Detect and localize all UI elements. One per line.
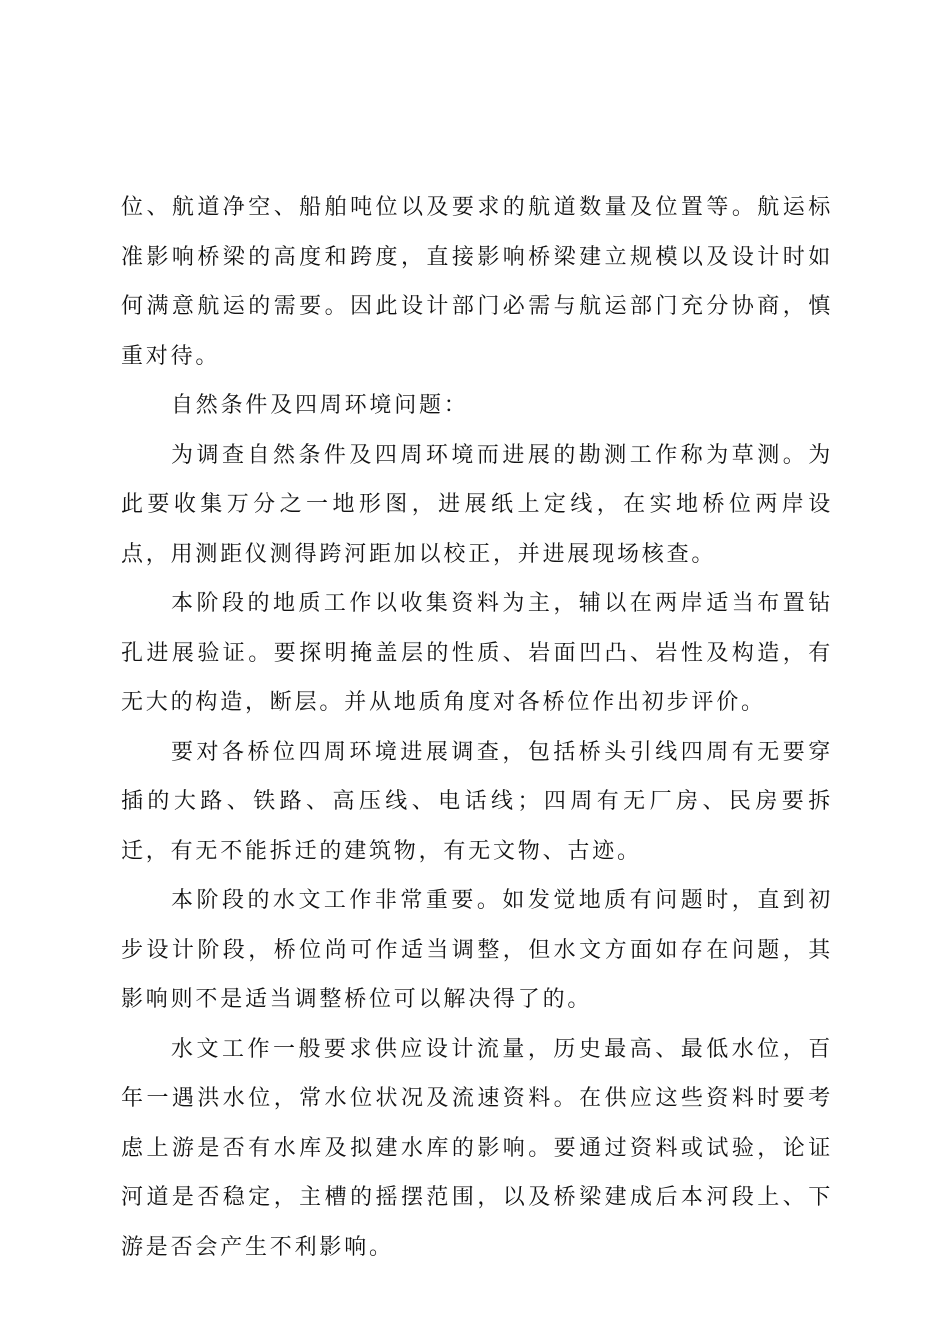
paragraph-7: 水文工作一般要求供应设计流量，历史最高、最低水位，百年一遇洪水位，常水位状况及流速资料。在供应这些资料时要考虑上游是否有水库及拟建水库的影响。要通过资料或试验，论证河道是否稳定，主槽的摇摆范围，以及桥梁建成后本河段上、下游是否会产生不利影响。 <box>121 1036 833 1260</box>
paragraph-5: 要对各桥位四周环境进展调查，包括桥头引线四周有无要穿插的大路、铁路、高压线、电话线；四周有无厂房、民房要拆迁，有无不能拆迁的建筑物，有无文物、古迹。 <box>121 739 833 864</box>
paragraph-6: 本阶段的水文工作非常重要。如发觉地质有问题时，直到初步设计阶段，桥位尚可作适当调整，但水文方面如存在问题，其影响则不是适当调整桥位可以解决得了的。 <box>121 888 833 1012</box>
paragraph-4: 本阶段的地质工作以收集资料为主，辅以在两岸适当布置钻孔进展验证。要探明掩盖层的性质、岩面凹凸、岩性及构造，有无大的构造，断层。并从地质角度对各桥位作出初步评价。 <box>121 591 833 715</box>
paragraph-1: 位、航道净空、船舶吨位以及要求的航道数量及位置等。航运标准影响桥梁的高度和跨度，直接影响桥梁建立规模以及设计时如何满意航运的需要。因此设计部门必需与航运部门充分协商，慎重对待。 <box>121 195 833 369</box>
paragraph-2-heading: 自然条件及四周环境问题： <box>171 393 469 418</box>
document-body <box>121 183 833 1272</box>
paragraph-3: 为调查自然条件及四周环境而进展的勘测工作称为草测。为此要收集万分之一地形图，进展纸上定线，在实地桥位两岸设点，用测距仪测得跨河距加以校正，并进展现场核查。 <box>121 442 833 567</box>
